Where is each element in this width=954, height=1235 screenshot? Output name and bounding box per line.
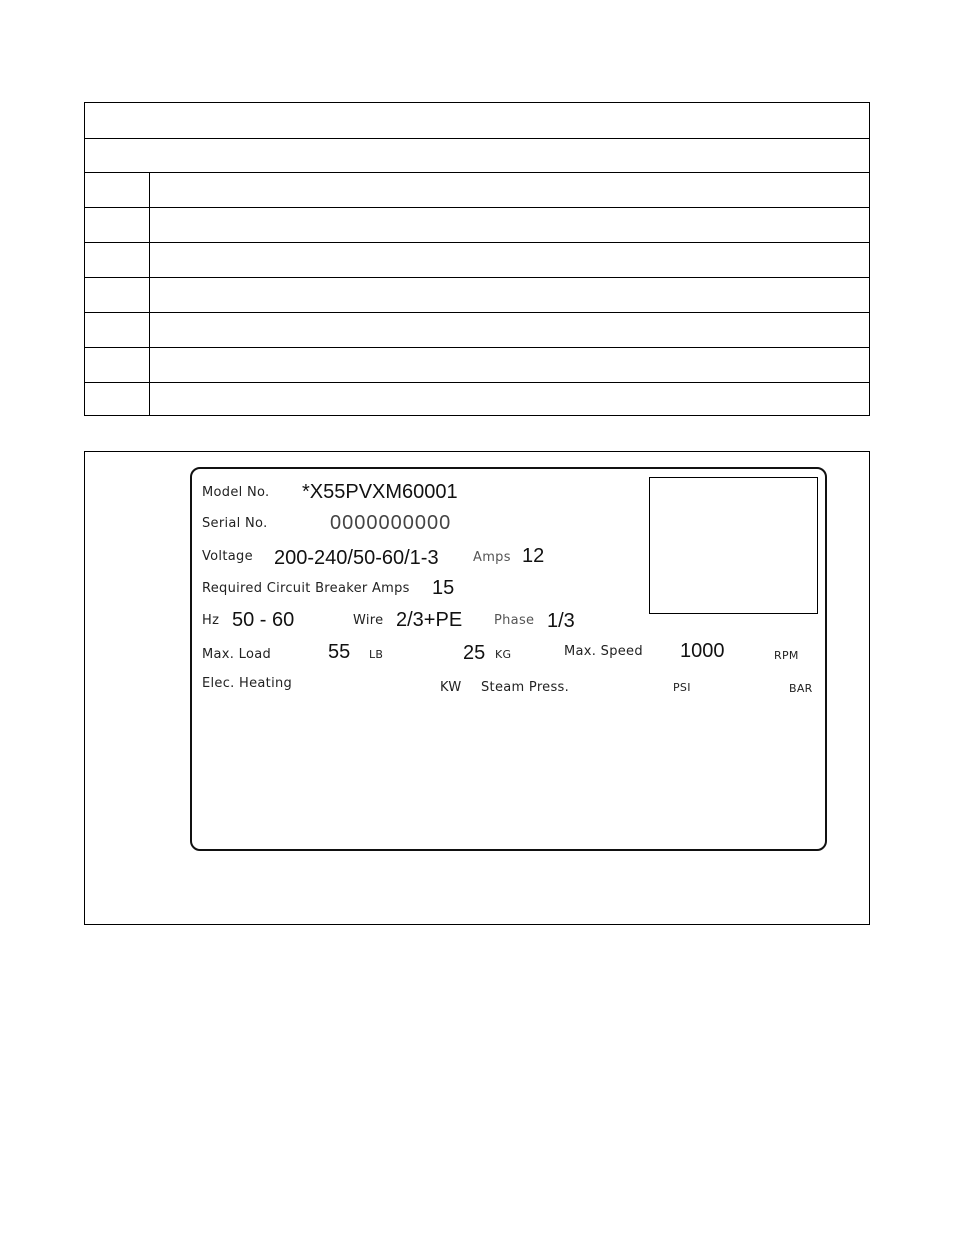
rpm-unit: RPM (774, 649, 799, 662)
voltage-value: 200-240/50-60/1-3 (274, 547, 439, 569)
serial-label: Serial No. (202, 516, 268, 531)
load-label: Max. Load (202, 647, 272, 662)
table-row (85, 138, 869, 139)
amps-label: Amps (473, 550, 511, 565)
breaker-label: Required Circuit Breaker Amps (202, 581, 410, 596)
model-value: *X55PVXM60001 (302, 481, 458, 503)
model-label: Model No. (202, 485, 270, 500)
table-row (85, 382, 869, 383)
kw-unit: KW (440, 680, 462, 695)
steam-label: Steam Press. (481, 680, 570, 695)
lb-unit: LB (369, 648, 384, 661)
voltage-label: Voltage (202, 549, 253, 564)
hz-label: Hz (202, 613, 220, 628)
table-row (85, 312, 869, 313)
kg-unit: KG (495, 648, 512, 661)
phase-value: 1/3 (547, 610, 575, 632)
table-row (85, 242, 869, 243)
serial-value: 0000000000 (330, 512, 452, 534)
table-row (85, 207, 869, 208)
hz-value: 50 - 60 (232, 609, 295, 631)
label-photo-box (649, 477, 818, 614)
blank-form-table (84, 102, 870, 416)
amps-value: 12 (522, 545, 545, 567)
wire-value: 2/3+PE (396, 609, 463, 631)
table-row (85, 277, 869, 278)
wire-label: Wire (353, 613, 384, 628)
load-lb-value: 55 (328, 641, 351, 663)
phase-label: Phase (494, 613, 535, 628)
heating-label: Elec. Heating (202, 676, 293, 691)
table-row (85, 172, 869, 173)
load-kg-value: 25 (463, 642, 486, 664)
table-row (85, 347, 869, 348)
psi-unit: PSI (673, 681, 691, 694)
speed-label: Max. Speed (564, 644, 643, 659)
speed-value: 1000 (680, 640, 725, 662)
bar-unit: BAR (789, 682, 813, 695)
breaker-value: 15 (432, 577, 455, 599)
table-column-divider (149, 172, 150, 415)
